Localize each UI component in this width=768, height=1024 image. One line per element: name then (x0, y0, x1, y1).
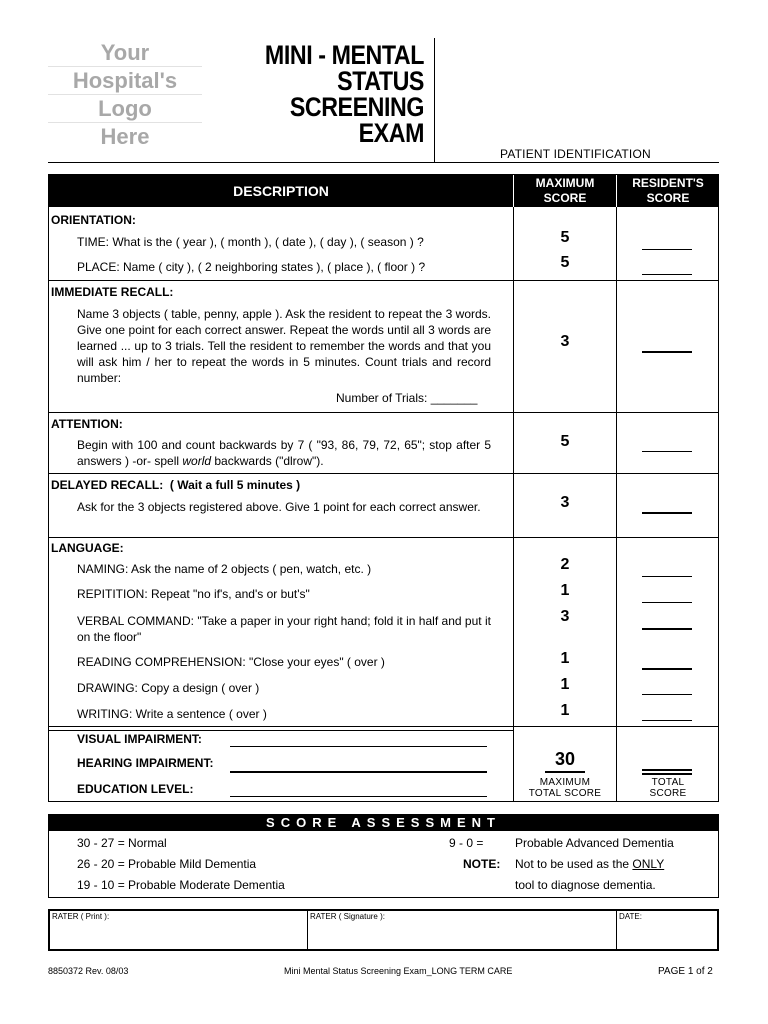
description-header: DESCRIPTION (233, 183, 329, 199)
row-divider (49, 412, 718, 413)
score-assessment-title: SCORE ASSESSMENT (49, 815, 718, 831)
score-blank[interactable] (642, 274, 692, 275)
note-text-part: Not to be used as the (515, 857, 633, 871)
score-blank[interactable] (642, 668, 692, 670)
number-of-trials: Number of Trials: _______ (336, 391, 478, 405)
max-score: 2 (560, 556, 570, 573)
max-score: 5 (560, 229, 570, 246)
max-score: 3 (560, 608, 570, 625)
field-label: RATER ( Print ): (52, 912, 110, 921)
field-label: RATER ( Signature ): (310, 912, 385, 921)
page-number: PAGE 1 of 2 (658, 966, 713, 977)
assessment-row (77, 836, 167, 850)
language-naming: NAMING: Ask the name of 2 objects ( pen, watch, etc. ) (77, 562, 372, 576)
label-text: SCORE (649, 788, 687, 799)
title-line: SCREENING (289, 92, 424, 122)
title-line: EXAM (358, 118, 424, 148)
form-code: 8850372 Rev. 08/03 (48, 966, 129, 976)
title-line: STATUS (337, 66, 424, 96)
label-text: MAXIMUM (539, 777, 591, 788)
logo-band (48, 94, 202, 95)
score-blank[interactable] (642, 602, 692, 603)
row-divider (49, 537, 718, 538)
form-title (257, 42, 424, 146)
rater-box (48, 909, 719, 951)
section-delayed-recall (51, 478, 300, 492)
score-blank[interactable] (642, 576, 692, 577)
patient-identification-label: PATIENT IDENTIFICATION (500, 147, 651, 161)
score-blank[interactable] (642, 451, 692, 452)
hospital-logo-placeholder (48, 38, 202, 154)
score-blank[interactable] (642, 628, 692, 630)
education-level-field[interactable] (230, 796, 487, 797)
exam-table (48, 174, 719, 802)
score-blank[interactable] (642, 249, 692, 250)
score-range: 19 - 10 = (77, 878, 125, 892)
row-divider (49, 280, 718, 281)
label-text: TOTAL SCORE (528, 788, 602, 799)
total-score-field[interactable] (642, 769, 692, 771)
score-blank[interactable] (642, 694, 692, 695)
logo-band (48, 66, 202, 67)
table-header (49, 175, 718, 207)
section-orientation: ORIENTATION: (51, 213, 136, 227)
max-score: 3 (560, 333, 570, 350)
header-text: SCORE (646, 191, 690, 205)
hearing-impairment-field[interactable] (230, 771, 487, 773)
header-text: MAXIMUM (535, 176, 595, 190)
education-level-label: EDUCATION LEVEL: (77, 782, 194, 796)
maximum-score-header (514, 176, 616, 206)
score-assessment-box (48, 814, 719, 898)
score-blank[interactable] (642, 351, 692, 353)
total-underline (545, 771, 585, 773)
header-text: RESIDENT'S (632, 176, 704, 190)
attention-text-part: Begin with 100 and count backwards by 7 ( "93, 86, 79, 72, 65"; stop after 5 answers ) -or- spell (77, 438, 491, 468)
visual-impairment-label: VISUAL IMPAIRMENT: (77, 732, 202, 746)
logo-text: Here (100, 124, 150, 149)
section-attention: ATTENTION: (51, 417, 123, 431)
attention-text-part: backwards ("dlrow"). (211, 454, 324, 468)
assessment-row (77, 878, 285, 892)
total-score-double-line (642, 773, 692, 775)
max-score: 5 (560, 254, 570, 271)
language-drawing: DRAWING: Copy a design ( over ) (77, 681, 260, 695)
section-immediate-recall: IMMEDIATE RECALL: (51, 285, 174, 299)
note-label: NOTE: (463, 857, 501, 871)
document-title: Mini Mental Status Screening Exam_LONG TERM CARE (284, 966, 513, 976)
header-divider (434, 38, 435, 162)
header-text: SCORE (543, 191, 587, 205)
score-interpretation: Probable Mild Dementia (128, 857, 257, 871)
section-language: LANGUAGE: (51, 541, 124, 555)
score-blank[interactable] (642, 512, 692, 514)
language-writing: WRITING: Write a sentence ( over ) (77, 707, 267, 721)
immediate-recall-text: Name 3 objects ( table, penny, apple ). Ask the resident to repeat the 3 words. Give one point for each correct answer. Repeat the words until all 3 words are learned ... up to 3 trials. Tell the resident to remember the words and that you will ask him / her to repeat the words in 5 minutes. Count trials and record number: (77, 307, 491, 385)
header-rule (48, 162, 719, 163)
logo-text: Your (100, 40, 150, 65)
logo-band (48, 122, 202, 123)
hearing-impairment-label: HEARING IMPAIRMENT: (77, 756, 214, 770)
title-line: MINI - MENTAL (264, 40, 424, 70)
max-score: 1 (560, 676, 570, 693)
row-divider (49, 730, 513, 731)
note-emphasis: ONLY (632, 857, 665, 871)
assessment-row (77, 857, 256, 871)
rater-print-field[interactable] (50, 911, 307, 949)
row-divider (49, 473, 718, 474)
logo-text: Hospital's (72, 68, 178, 93)
maximum-total-score-label (514, 777, 616, 799)
note-text: tool to diagnose dementia. (515, 878, 656, 892)
score-blank[interactable] (642, 720, 692, 721)
max-score: 1 (560, 650, 570, 667)
orientation-place: PLACE: Name ( city ), ( 2 neighboring states ), ( place ), ( floor ) ? (77, 260, 426, 274)
max-score: 1 (560, 702, 570, 719)
row-divider (49, 726, 718, 727)
language-reading: READING COMPREHENSION: "Close your eyes" ( over ) (77, 655, 385, 669)
visual-impairment-field[interactable] (230, 746, 487, 747)
score-interpretation: Probable Moderate Dementia (128, 878, 285, 892)
max-score: 5 (560, 433, 570, 450)
language-repitition: REPITITION: Repeat "no if's, and's or but's" (77, 587, 310, 601)
orientation-time: TIME: What is the ( year ), ( month ), ( date ), ( day ), ( season ) ? (77, 235, 424, 249)
residents-score-header (617, 176, 719, 206)
score-range: 9 - 0 = (449, 836, 484, 850)
section-note: ( Wait a full 5 minutes ) (169, 478, 301, 492)
note-text (515, 857, 664, 871)
max-score: 1 (560, 582, 570, 599)
column-divider (616, 207, 617, 801)
section-title: DELAYED RECALL: (51, 478, 164, 492)
date-field[interactable] (617, 911, 717, 949)
score-range: 26 - 20 = (77, 857, 125, 871)
logo-text: Logo (98, 96, 152, 121)
attention-italic-word: world (182, 454, 212, 468)
language-verbal-command: VERBAL COMMAND: "Take a paper in your right hand; fold it in half and put it on the floor" (77, 614, 491, 644)
total-score-label (617, 777, 719, 799)
field-label: DATE: (619, 912, 642, 921)
score-interpretation: Probable Advanced Dementia (515, 836, 674, 850)
rater-signature-field[interactable] (308, 911, 616, 949)
attention-text (77, 437, 491, 469)
label-text: TOTAL (651, 777, 685, 788)
score-range: 30 - 27 = (77, 836, 125, 850)
maximum-total-score: 30 (554, 749, 576, 769)
score-interpretation: Normal (128, 836, 167, 850)
max-score: 3 (560, 494, 570, 511)
delayed-recall-text: Ask for the 3 objects registered above. Give 1 point for each correct answer. (77, 500, 481, 514)
